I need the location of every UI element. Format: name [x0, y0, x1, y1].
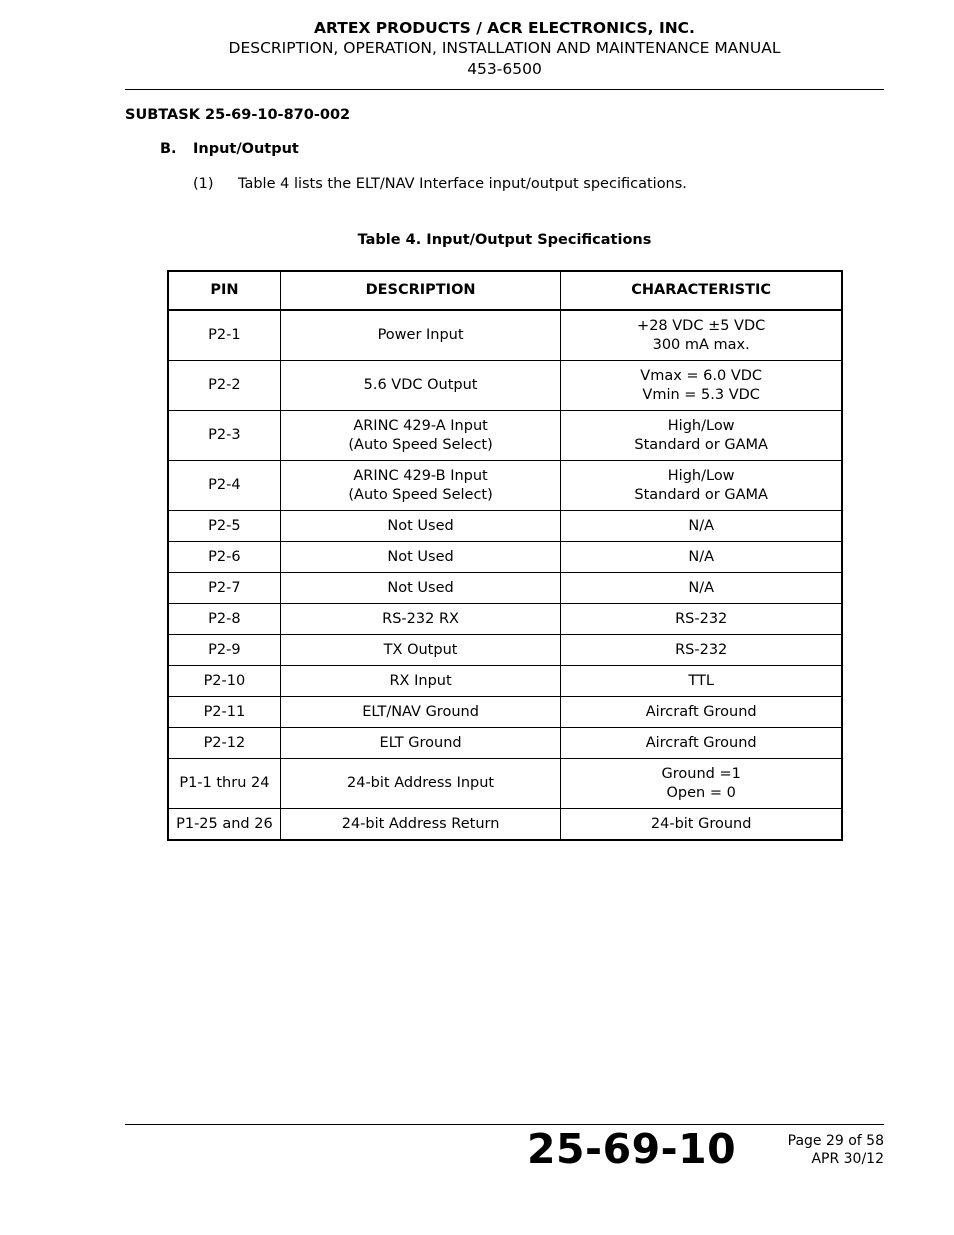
manual-title: DESCRIPTION, OPERATION, INSTALLATION AND MAINTENANCE MANUAL — [228, 39, 781, 57]
chapter-code: 25-69-10 — [527, 1125, 737, 1173]
table-row — [168, 361, 842, 411]
cell-description-line: ELT/NAV Ground — [362, 703, 479, 720]
table-row — [168, 635, 842, 666]
paragraph — [193, 176, 687, 192]
cell-description-line: Not Used — [387, 517, 454, 534]
cell-characteristic-line: High/Low — [667, 418, 735, 434]
cell-characteristic — [561, 728, 842, 759]
cell-description-line: Not Used — [387, 579, 454, 596]
cell-description-line: ARINC 429-B Input — [353, 468, 488, 484]
cell-characteristic-line: RS-232 — [675, 641, 728, 658]
table-caption: Table 4. Input/Output Specifications — [357, 232, 652, 248]
cell-characteristic-line: Ground =1 — [661, 766, 741, 782]
table-row — [168, 461, 842, 511]
paragraph-text: Table 4 lists the ELT/NAV Interface input/output specifications. — [238, 176, 687, 192]
cell-pin: P2-2 — [168, 361, 280, 411]
header-description: DESCRIPTION — [280, 271, 561, 310]
company-name: ARTEX PRODUCTS / ACR ELECTRONICS, INC. — [314, 19, 695, 37]
cell-description — [280, 728, 561, 759]
document-number: 453-6500 — [467, 60, 542, 78]
footer-divider — [125, 1124, 884, 1125]
cell-description-line: ELT Ground — [379, 734, 462, 751]
cell-characteristic-line: High/Low — [667, 468, 735, 484]
table-row — [168, 542, 842, 573]
paragraph-number: (1) — [193, 176, 214, 192]
table-row — [168, 310, 842, 361]
cell-characteristic-line: +28 VDC ±5 VDC — [637, 318, 766, 334]
cell-characteristic-line: Vmin = 5.3 VDC — [642, 386, 760, 403]
cell-pin: P1-1 thru 24 — [168, 759, 280, 809]
cell-pin: P1-25 and 26 — [168, 809, 280, 841]
cell-description — [280, 461, 561, 511]
cell-characteristic — [561, 635, 842, 666]
cell-characteristic — [561, 461, 842, 511]
cell-pin: P2-11 — [168, 697, 280, 728]
cell-characteristic-line: TTL — [688, 672, 714, 689]
cell-description — [280, 604, 561, 635]
section-title: Input/Output — [193, 141, 299, 157]
cell-pin: P2-1 — [168, 310, 280, 361]
cell-pin: P2-10 — [168, 666, 280, 697]
table-row — [168, 697, 842, 728]
table-row — [168, 759, 842, 809]
cell-pin: P2-3 — [168, 411, 280, 461]
cell-characteristic — [561, 809, 842, 841]
cell-characteristic — [561, 759, 842, 809]
cell-characteristic — [561, 573, 842, 604]
header-divider — [125, 89, 884, 90]
page-header — [125, 18, 884, 80]
cell-characteristic-line: Aircraft Ground — [645, 734, 757, 751]
cell-description — [280, 573, 561, 604]
cell-characteristic — [561, 511, 842, 542]
cell-characteristic-line: Standard or GAMA — [634, 436, 768, 453]
table-row — [168, 666, 842, 697]
table-row — [168, 511, 842, 542]
cell-description-line: RS-232 RX — [382, 610, 459, 627]
cell-description — [280, 635, 561, 666]
page-number: Page 29 of 58 — [787, 1133, 884, 1149]
subtask-heading: SUBTASK 25-69-10-870-002 — [125, 107, 351, 123]
table-row — [168, 604, 842, 635]
cell-description-line: Power Input — [377, 327, 464, 344]
cell-characteristic-line: N/A — [688, 548, 714, 565]
table-header-row — [168, 271, 842, 310]
table-row — [168, 411, 842, 461]
cell-description-line: TX Output — [383, 641, 458, 658]
cell-characteristic-line: Open = 0 — [666, 784, 736, 801]
cell-characteristic — [561, 411, 842, 461]
cell-description-line: ARINC 429-A Input — [353, 418, 488, 434]
cell-pin: P2-7 — [168, 573, 280, 604]
table-row — [168, 809, 842, 841]
header-pin: PIN — [168, 271, 280, 310]
cell-characteristic — [561, 697, 842, 728]
io-spec-table — [167, 270, 843, 841]
cell-characteristic-line: N/A — [688, 579, 714, 596]
cell-pin: P2-5 — [168, 511, 280, 542]
cell-description — [280, 411, 561, 461]
cell-description — [280, 759, 561, 809]
cell-description-line: (Auto Speed Select) — [348, 436, 493, 453]
cell-description-line: (Auto Speed Select) — [348, 486, 493, 503]
cell-characteristic-line: 24-bit Ground — [650, 815, 752, 832]
cell-description-line: 5.6 VDC Output — [363, 377, 478, 394]
revision-date: APR 30/12 — [811, 1151, 884, 1167]
cell-characteristic-line: Vmax = 6.0 VDC — [640, 368, 763, 384]
cell-characteristic — [561, 604, 842, 635]
cell-description — [280, 666, 561, 697]
section-letter: B. — [160, 141, 177, 157]
cell-pin: P2-4 — [168, 461, 280, 511]
table-row — [168, 728, 842, 759]
cell-characteristic — [561, 542, 842, 573]
cell-pin: P2-12 — [168, 728, 280, 759]
cell-characteristic-line: Aircraft Ground — [645, 703, 757, 720]
cell-characteristic — [561, 361, 842, 411]
cell-characteristic — [561, 310, 842, 361]
cell-description — [280, 542, 561, 573]
cell-characteristic-line: 300 mA max. — [652, 336, 750, 353]
cell-description — [280, 809, 561, 841]
cell-description — [280, 361, 561, 411]
cell-pin: P2-8 — [168, 604, 280, 635]
section-heading — [160, 141, 299, 157]
cell-description-line: 24-bit Address Input — [347, 775, 495, 792]
cell-characteristic-line: Standard or GAMA — [634, 486, 768, 503]
cell-characteristic-line: RS-232 — [675, 610, 728, 627]
cell-description — [280, 511, 561, 542]
cell-pin: P2-6 — [168, 542, 280, 573]
header-characteristic: CHARACTERISTIC — [561, 271, 842, 310]
page-info — [788, 1132, 884, 1168]
cell-description-line: 24-bit Address Return — [341, 815, 500, 832]
cell-pin: P2-9 — [168, 635, 280, 666]
cell-description-line: Not Used — [387, 548, 454, 565]
cell-description — [280, 310, 561, 361]
cell-description-line: RX Input — [389, 672, 452, 689]
cell-characteristic-line: N/A — [688, 517, 714, 534]
cell-characteristic — [561, 666, 842, 697]
table-row — [168, 573, 842, 604]
cell-description — [280, 697, 561, 728]
